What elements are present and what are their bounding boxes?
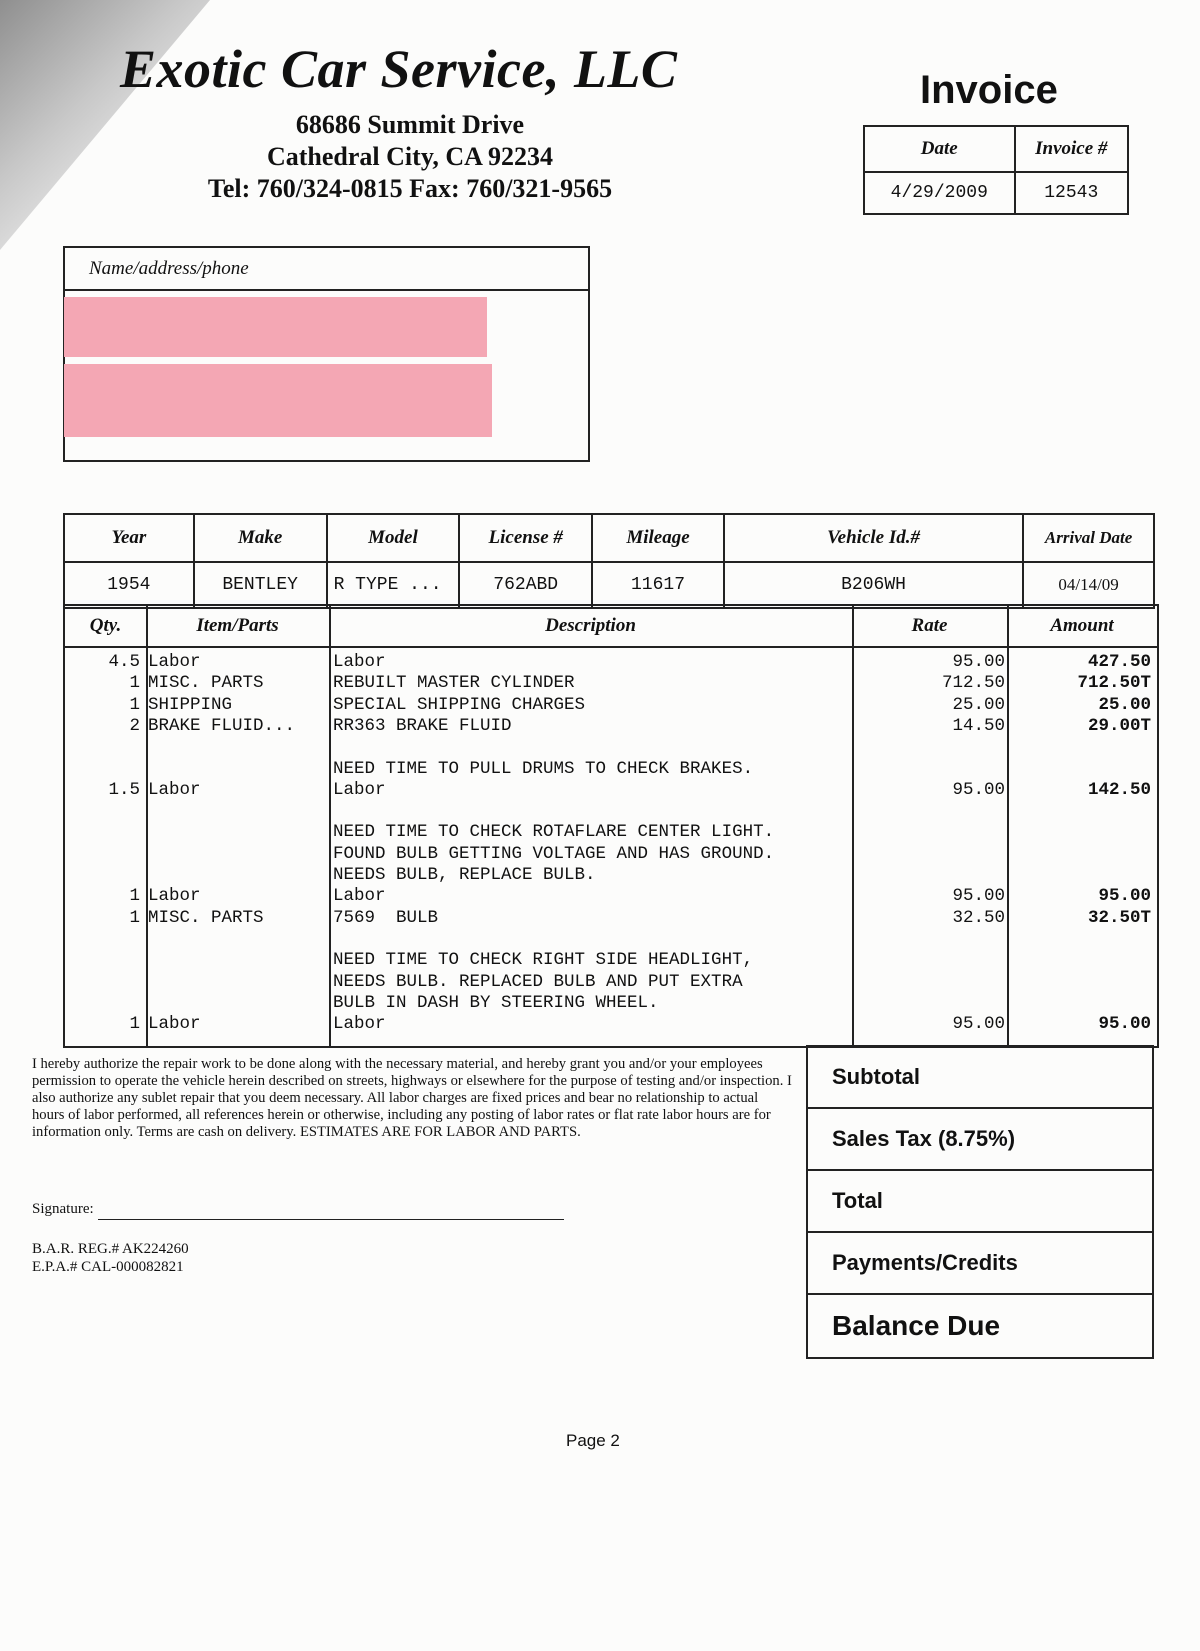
invoice-header-table xyxy=(863,125,1129,215)
vehicle-header: Arrival Date xyxy=(1023,514,1154,562)
item-amount: 95.00 xyxy=(1098,886,1151,907)
signature-line[interactable] xyxy=(98,1219,564,1220)
item-header: Item/Parts xyxy=(196,615,279,636)
item-qty: 4.5 xyxy=(108,652,140,672)
item-rate: 95.00 xyxy=(952,1014,1005,1035)
table-row xyxy=(65,822,1157,843)
amount-header: Amount xyxy=(1050,615,1114,636)
vehicle-id: B206WH xyxy=(724,562,1023,608)
item-description: Labor xyxy=(333,779,386,800)
customer-box-divider xyxy=(65,289,588,291)
company-city: Cathedral City, CA 92234 xyxy=(267,142,553,171)
subtotal-label: Subtotal xyxy=(807,1046,1153,1108)
payments-credits-label: Payments/Credits xyxy=(807,1232,1153,1294)
company-contact: Tel: 760/324-0815 Fax: 760/321-9565 xyxy=(207,174,613,203)
item-name: Labor xyxy=(148,886,201,907)
table-row xyxy=(65,865,1157,886)
invoice-number: 12543 xyxy=(1015,172,1128,214)
item-qty: 1 xyxy=(129,886,140,907)
invoice-title: Invoice xyxy=(920,68,1058,112)
item-description: RR363 BRAKE FLUID xyxy=(333,715,512,736)
company-street: 68686 Summit Drive xyxy=(295,110,525,139)
item-qty: 1 xyxy=(129,1014,140,1035)
vehicle-header: Year xyxy=(64,514,194,562)
item-rate: 712.50 xyxy=(941,673,1005,694)
table-row xyxy=(65,673,1157,694)
vehicle-make: BENTLEY xyxy=(194,562,327,608)
invoice-number-label: Invoice # xyxy=(1015,126,1128,172)
customer-label: Name/address/phone xyxy=(89,258,249,279)
vehicle-table xyxy=(63,513,1155,609)
table-row xyxy=(65,801,1157,822)
total-label: Total xyxy=(807,1170,1153,1232)
item-name: MISC. PARTS xyxy=(148,673,264,694)
item-description: FOUND BULB GETTING VOLTAGE AND HAS GROUND. xyxy=(333,843,775,864)
redaction-bar xyxy=(64,364,492,437)
table-row xyxy=(65,929,1157,950)
item-name: Labor xyxy=(148,1014,201,1035)
item-rate: 25.00 xyxy=(952,694,1005,715)
rate-header: Rate xyxy=(911,615,948,636)
item-amount: 25.00 xyxy=(1098,694,1151,715)
header-divider xyxy=(65,646,1157,648)
table-row xyxy=(65,737,1157,758)
item-description: SPECIAL SHIPPING CHARGES xyxy=(333,694,586,715)
vehicle-mileage: 11617 xyxy=(592,562,724,608)
line-items-table xyxy=(63,604,1159,1048)
item-rate: 14.50 xyxy=(952,715,1005,736)
item-amount: 29.00T xyxy=(1087,715,1151,736)
item-description: NEEDS BULB, REPLACE BULB. xyxy=(333,865,596,885)
company-name: Exotic Car Service, LLC xyxy=(120,39,678,99)
vehicle-year: 1954 xyxy=(64,562,194,608)
table-row xyxy=(65,1014,1157,1035)
item-qty: 1 xyxy=(129,673,140,694)
table-row xyxy=(65,844,1157,865)
item-description: Labor xyxy=(333,886,386,907)
item-description: Labor xyxy=(333,1014,386,1035)
vehicle-model: R TYPE ... xyxy=(327,562,460,608)
vehicle-header: License # xyxy=(459,514,592,562)
item-rate: 95.00 xyxy=(952,652,1005,672)
invoice-date: 4/29/2009 xyxy=(864,172,1015,214)
vehicle-header: Make xyxy=(194,514,327,562)
qty-header: Qty. xyxy=(89,615,122,636)
table-row xyxy=(65,652,1157,673)
epa-registration: E.P.A.# CAL-000082821 xyxy=(32,1259,184,1275)
item-amount: 427.50 xyxy=(1087,652,1151,672)
vehicle-header: Model xyxy=(327,514,460,562)
table-row xyxy=(65,780,1157,801)
signature-label: Signature: xyxy=(32,1201,94,1217)
item-description: NEEDS BULB. REPLACED BULB AND PUT EXTRA xyxy=(333,971,743,992)
table-row xyxy=(65,886,1157,907)
item-qty: 1.5 xyxy=(108,779,140,800)
table-row xyxy=(65,695,1157,716)
item-description: NEED TIME TO CHECK RIGHT SIDE HEADLIGHT, xyxy=(333,950,754,971)
item-name: Labor xyxy=(148,652,201,672)
item-description: NEED TIME TO CHECK ROTAFLARE CENTER LIGHT. xyxy=(333,822,775,843)
table-row xyxy=(65,908,1157,929)
balance-due-label: Balance Due xyxy=(807,1294,1153,1358)
vehicle-license: 762ABD xyxy=(459,562,592,608)
item-description: NEED TIME TO PULL DRUMS TO CHECK BRAKES. xyxy=(333,758,754,779)
page-number: Page 2 xyxy=(566,1431,620,1450)
item-amount: 95.00 xyxy=(1098,1014,1151,1035)
vehicle-header: Vehicle Id.# xyxy=(724,514,1023,562)
table-row xyxy=(65,759,1157,780)
authorization-terms: I hereby authorize the repair work to be done along with the necessary material, and hereby grant you and/or your employees permission to operate the vehicle herein described on streets, highways or elsewhere for the purpose of testing and/or inspection. I also authorize any sublet repair that you deem necessary. All labor charges are fixed prices and bear no relationship to actual hours of labor performed, all references herein or otherwise, including any posting of labor rates or flat rate labor hours are for information only. Terms are cash on delivery. ESTIMATES ARE FOR LABOR AND PARTS. xyxy=(32,1056,792,1140)
registration-info xyxy=(32,1240,189,1276)
item-amount: 32.50T xyxy=(1087,907,1151,928)
item-name: SHIPPING xyxy=(148,694,233,715)
item-name: BRAKE FLUID... xyxy=(148,715,296,736)
item-amount: 142.50 xyxy=(1087,779,1151,800)
item-rate: 32.50 xyxy=(952,907,1005,928)
item-qty: 1 xyxy=(129,907,140,928)
item-qty: 2 xyxy=(129,715,140,736)
table-row xyxy=(65,993,1157,1014)
item-description: BULB IN DASH BY STEERING WHEEL. xyxy=(333,992,659,1013)
item-name: MISC. PARTS xyxy=(148,907,264,928)
item-description: REBUILT MASTER CYLINDER xyxy=(333,673,575,694)
item-description: Labor xyxy=(333,652,386,672)
item-description: 7569 BULB xyxy=(333,907,439,928)
description-header: Description xyxy=(545,615,636,636)
item-rate: 95.00 xyxy=(952,779,1005,800)
bar-registration: B.A.R. REG.# AK224260 xyxy=(32,1241,189,1257)
item-amount: 712.50T xyxy=(1077,673,1151,694)
redaction-bar xyxy=(64,297,487,357)
table-row xyxy=(65,950,1157,971)
date-label: Date xyxy=(864,126,1015,172)
item-qty: 1 xyxy=(129,694,140,715)
table-row xyxy=(65,716,1157,737)
vehicle-arrival-date: 04/14/09 xyxy=(1023,562,1154,608)
table-row xyxy=(65,972,1157,993)
item-rate: 95.00 xyxy=(952,886,1005,907)
item-name: Labor xyxy=(148,779,201,800)
totals-table xyxy=(806,1045,1154,1359)
sales-tax-label: Sales Tax (8.75%) xyxy=(807,1108,1153,1170)
vehicle-header: Mileage xyxy=(592,514,724,562)
